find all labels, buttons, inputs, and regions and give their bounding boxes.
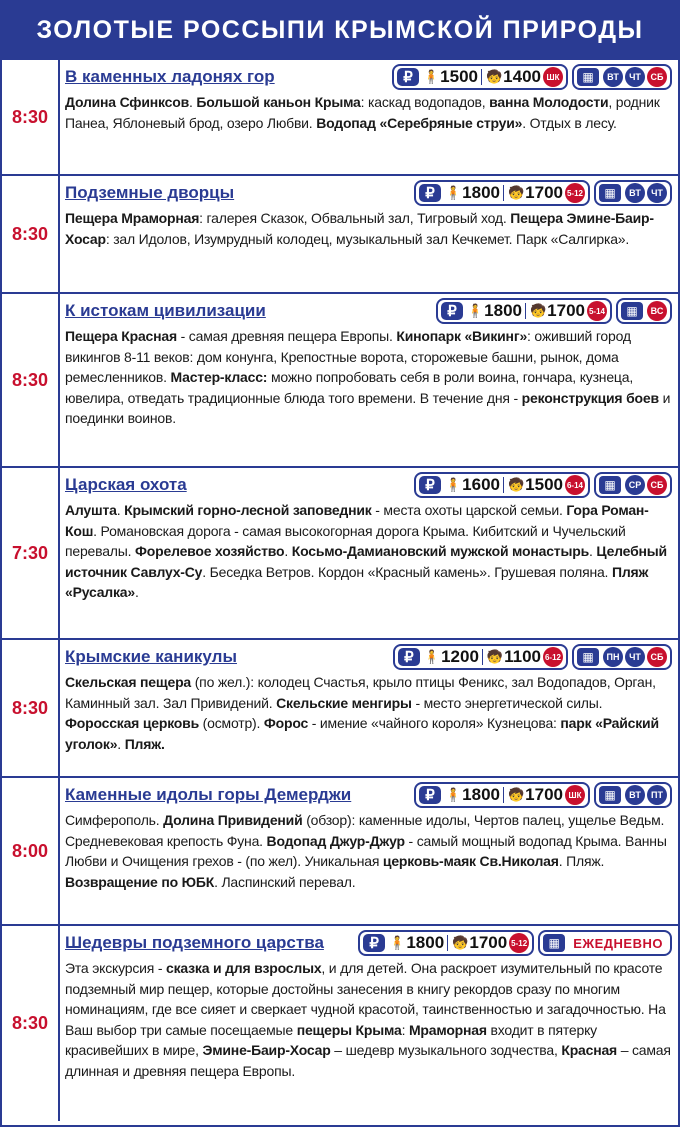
description-text: , родник Панеа, Яблоневый брод, озеро Любви. [65,94,660,131]
adult-icon: 🧍 [444,787,462,802]
departure-time: 8:00 [2,778,60,924]
weekday-badge: ЧТ [625,67,645,87]
highlight-text: Пляж. [124,735,165,752]
tour-title[interactable]: Каменные идолы горы Демерджи [65,785,352,804]
price-badge [358,930,534,956]
description-text: . [284,543,292,559]
tour-title[interactable]: В каменных ладонях гор [65,67,275,86]
highlight-text: Водопад Джур-Джур [266,832,405,849]
tour-header [65,782,672,808]
highlight-text: сказка и для взрослых [165,960,322,976]
adult-icon: 🧍 [466,303,484,318]
ruble-icon: ₽ [441,302,463,320]
adult-price: 1800 [462,785,500,804]
tour-badges [414,180,672,206]
page-title: ЗОЛОТЫЕ РОССЫПИ КРЫМСКОЙ ПРИРОДЫ [2,2,678,58]
highlight-text: Возвращение по ЮБК [65,873,215,890]
days-badge [538,930,672,956]
highlight-text: Красная [561,1042,618,1058]
calendar-icon: ▦ [599,184,621,202]
highlight-text: Пещера Эмине-Баир-Хосар [65,210,654,247]
highlight-text: Долина Привидений [163,812,303,828]
description-text: . Ласпинский перевал. [214,873,356,890]
adult-icon: 🧍 [444,477,462,492]
description-text: (по жел.): колодец Счастья, крыло птицы Феникс, зал Водопадов, Орган, Каминный зал. Зал Привидений. [65,674,656,711]
description-text: , и для детей. Она раскроет изумительный по красоте подземный мир пещер, которые достойны занесения в книгу рекордов сразу по многим номинациям, где все сияет и сверкает чудной красотой, таинственностью и загадочностью. На Ваш выбор три самые посещаемые [65,960,666,1038]
highlight-text: Форелевое хозяйство [135,543,285,559]
description-text: . [116,502,125,518]
adult-icon: 🧍 [423,649,441,664]
adult-price: 1800 [462,183,500,202]
calendar-icon: ▦ [599,786,621,804]
description-text: . [134,584,139,600]
tour-content [60,468,678,638]
child-age-badge: 6-12 [543,647,563,667]
weekday-badge: СБ [647,475,667,495]
highlight-text: Мраморная [408,1021,487,1038]
description-text: – самая длинная и древняя пещера Европы. [65,1042,671,1079]
description-text: . Пляж. [558,853,605,869]
tour-row [2,924,678,1121]
adult-price: 1800 [406,933,445,952]
weekday-badge: ПН [603,647,623,667]
tour-content [60,60,678,174]
description-text: Эта экскурсия - [65,960,166,976]
days-badge [572,644,672,670]
days-badge [616,298,672,324]
tour-content [60,778,678,924]
highlight-text: Форос [263,715,309,731]
child-icon: 🧒 [485,69,503,84]
weekday-badge: ВТ [603,67,623,87]
highlight-text: Кинопарк «Викинг» [396,328,528,344]
child-age-badge: 5-12 [565,183,585,203]
tour-content [60,294,678,466]
tour-title[interactable]: К истокам цивилизации [65,301,266,320]
description-text: . [117,735,125,752]
calendar-icon: ▦ [577,68,599,86]
price-badge [392,64,568,90]
child-price: 1400 [503,67,541,86]
ruble-icon: ₽ [419,184,441,202]
child-age-badge: 6-14 [565,475,585,495]
description-text: : галерея Сказок, Обвальный зал, Тигровый ход. [199,210,511,226]
price-divider [481,69,482,85]
price-divider [525,303,526,319]
adult-price: 1800 [484,301,522,320]
highlight-text: Пещера Красная [65,328,177,344]
adult-price: 1500 [440,67,478,86]
tour-title[interactable]: Царская охота [65,475,187,494]
tour-title[interactable]: Шедевры подземного царства [65,933,324,952]
description-text: – шедевр музыкального зодчества, [330,1042,562,1058]
ruble-icon: ₽ [398,648,420,666]
departure-time: 8:30 [2,640,60,776]
child-icon: 🧒 [486,649,504,664]
description-text: . [189,94,197,110]
price-badge [436,298,612,324]
tour-row [2,174,678,292]
tour-badges [393,644,672,670]
price-badge [393,644,568,670]
tour-row [2,638,678,776]
calendar-icon: ▦ [599,476,621,494]
ruble-icon: ₽ [419,786,441,804]
child-price: 1700 [547,301,585,320]
tour-description [65,810,672,892]
highlight-text: Мастер-класс: [170,369,268,385]
highlight-text: церковь-маяк Св.Николая [382,853,559,869]
highlight-text: Пещера Мраморная [65,210,200,226]
child-age-badge: ШК [543,67,563,87]
description-text: - имение «чайного короля» Кузнецова: [308,715,561,731]
description-text: - места охоты царской семьи. [371,502,567,518]
calendar-icon: ▦ [621,302,643,320]
highlight-text: Крымский горно-лесной заповедник [124,502,372,518]
highlight-text: ванна Молодости [489,94,609,110]
days-badge [594,180,672,206]
adult-icon: 🧍 [444,185,462,200]
description-text: входит в пятерку красивейших в мире, [65,1021,597,1058]
price-divider [447,935,448,951]
tour-badges [436,298,672,324]
description-text: можно попробовать себя в роли воина, гончара, кузнеца, ювелира, отведать традиционные блюда того времени. В течение дня - [65,369,634,406]
highlight-text: Гора Роман-Кош [65,502,649,539]
weekday-badge: ВТ [625,785,645,805]
highlight-text: Косьмо-Дамиановский мужской монастырь [291,543,589,559]
tour-description [65,326,672,429]
departure-time: 8:30 [2,926,60,1121]
description-text: . Отдых в лесу. [522,114,617,131]
adult-price: 1600 [462,475,500,494]
tour-header [65,64,672,90]
tour-row [2,292,678,466]
days-badge [594,472,672,498]
highlight-text: Водопад «Серебряные струи» [316,114,523,131]
description-text: : зал Идолов, Изумрудный колодец, музыкальный зал Кечкемет. Парк «Салгирка». [105,230,630,247]
highlight-text: Большой каньон Крыма [196,94,361,110]
tour-header [65,180,672,206]
highlight-text: Эмине-Баир-Хосар [202,1042,331,1058]
tour-description [65,208,672,249]
price-divider [503,477,504,493]
tour-badges [414,782,672,808]
child-price: 1700 [525,183,563,202]
days-badge [572,64,672,90]
price-badge [414,782,590,808]
child-price: 1700 [469,933,508,952]
child-icon: 🧒 [452,935,469,950]
tour-list [2,58,678,1121]
child-age-badge: 5-12 [509,933,529,953]
departure-time: 7:30 [2,468,60,638]
child-icon: 🧒 [507,477,525,492]
tour-header [65,644,672,670]
weekday-badge: СР [625,475,645,495]
weekday-badge: ВС [647,301,667,321]
ruble-icon: ₽ [363,934,385,952]
daily-label: ЕЖЕДНЕВНО [573,935,663,951]
adult-price: 1200 [441,647,479,666]
calendar-icon: ▦ [577,648,599,666]
highlight-text: Скельская пещера [65,674,192,690]
tour-description [65,92,672,133]
tour-description [65,500,672,603]
tour-header [65,298,672,324]
weekday-badge: СБ [647,647,667,667]
highlight-text: Пляж «Русалка» [65,563,649,600]
weekday-badge: СБ [647,67,667,87]
highlight-text: парк «Райский уголок» [65,715,659,752]
description-text: (обзор): каменные идолы, Чертов палец, ущелье Ведьм. Средневековая крепость Фуна. [65,812,665,849]
description-text: : [401,1021,409,1038]
tour-badges [414,472,672,498]
description-text: . Романовская дорога - самая высокогорная дорога Крыма. Кибитский и Чучельский перевалы. [65,522,626,559]
child-price: 1100 [504,647,541,666]
departure-time: 8:30 [2,294,60,466]
tour-header [65,472,672,498]
description-text: и поединки воинов. [65,389,671,426]
tour-content [60,176,678,292]
highlight-text: Целебный источник Савлух-Су [65,543,667,580]
price-divider [503,787,504,803]
ruble-icon: ₽ [419,476,441,494]
child-icon: 🧒 [507,185,525,200]
description-text: - самый мощный водопад Крыма. Ванны Любви и Очищения грехов - (по жел). Уникальная [65,832,667,869]
highlight-text: пещеры Крыма [296,1021,402,1038]
child-price: 1500 [525,475,563,494]
child-price: 1700 [525,785,563,804]
weekday-badge: ПТ [647,785,667,805]
tour-title[interactable]: Подземные дворцы [65,183,235,202]
tour-content [60,640,678,776]
highlight-text: реконструкция боев [521,389,659,406]
price-badge [414,180,590,206]
description-text: . [588,543,597,559]
tour-header [65,930,672,956]
tour-row [2,58,678,174]
tour-badges [392,64,672,90]
price-divider [503,185,504,201]
tour-description [65,672,672,754]
departure-time: 8:30 [2,60,60,174]
highlight-text: Скельские менгиры [276,694,412,711]
price-divider [482,649,483,665]
description-text: . Беседка Ветров. Кордон «Красный камень». Грушевая поляна. [202,563,612,580]
weekday-badge: ВТ [625,183,645,203]
child-icon: 🧒 [529,303,547,318]
ruble-icon: ₽ [397,68,419,86]
description-text: (осмотр). [198,715,264,731]
calendar-icon: ▦ [543,934,565,952]
description-text: : оживший город викингов 8-11 веков: дом конунга, Крепостные ворота, сторожевые башни, рынок, дома ремесленников. [65,328,631,385]
tour-badges [358,930,672,956]
tour-description [65,958,672,1081]
description-text: - самая древняя пещера Европы. [176,328,397,344]
adult-icon: 🧍 [389,935,406,950]
highlight-text: Форосская церковь [65,715,199,731]
adult-icon: 🧍 [422,69,440,84]
highlight-text: Долина Сфинксов [65,94,189,110]
tour-title[interactable]: Крымские каникулы [65,647,237,666]
tour-content [60,926,678,1121]
departure-time: 8:30 [2,176,60,292]
tour-row [2,466,678,638]
weekday-badge: ЧТ [647,183,667,203]
description-text: Симферополь. [65,812,164,828]
weekday-badge: ЧТ [625,647,645,667]
child-age-badge: ШК [565,785,585,805]
description-text: - место энергетической силы. [411,694,603,711]
description-text: : каскад водопадов, [360,94,490,110]
highlight-text: Алушта [65,502,117,518]
tour-row [2,776,678,924]
days-badge [594,782,672,808]
price-badge [414,472,590,498]
child-icon: 🧒 [507,787,525,802]
child-age-badge: 5-14 [587,301,607,321]
